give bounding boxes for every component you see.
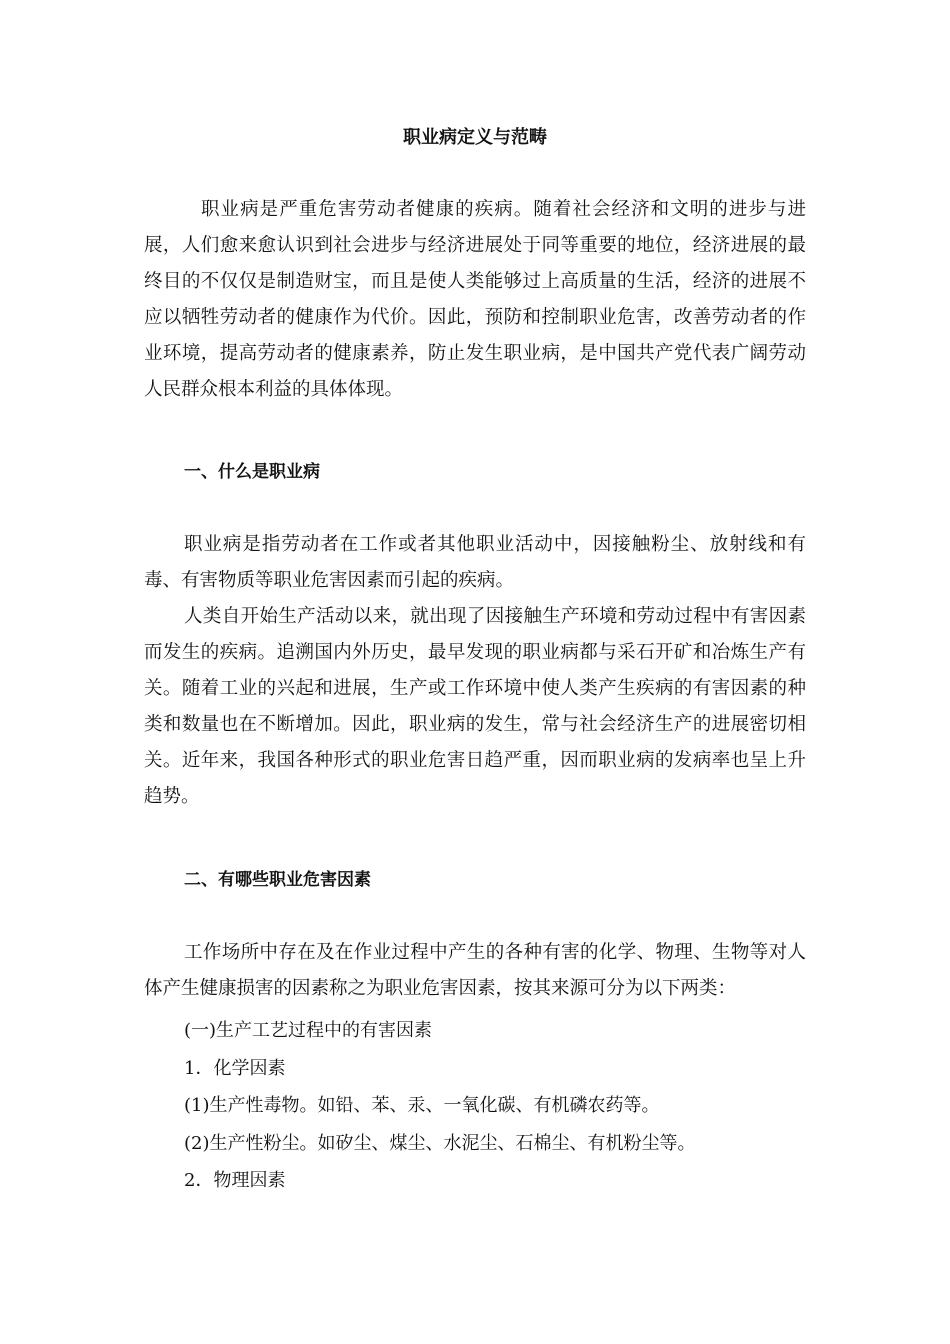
list-item: 2．物理因素 (184, 1170, 286, 1191)
section2-paragraph-intro: 工作场所中存在及在作业过程中产生的各种有害的化学、物理、生物等对人体产生健康损害的因素称之为职业危害因素，按其来源可分为以下两类： (144, 942, 806, 999)
section1-paragraph-definition: 职业病是指劳动者在工作或者其他职业活动中，因接触粉尘、放射线和有毒、有害物质等职业危害因素而引起的疾病。 (144, 534, 806, 591)
section-heading-what-is-occupational-disease: 一、什么是职业病 (184, 462, 320, 482)
list-item: (2)生产性粉尘。如矽尘、煤尘、水泥尘、石棉尘、有机粉尘等。 (184, 1133, 696, 1154)
list-item: (一)生产工艺过程中的有害因素 (184, 1020, 433, 1041)
section1-paragraph-history: 人类自开始生产活动以来，就出现了因接触生产环境和劳动过程中有害因素而发生的疾病。追溯国内外历史，最早发现的职业病都与采石开矿和冶炼生产有关。随着工业的兴起和进展，生产或工作环境中使人类产生疾病的有害因素的种类和数量也在不断增加。因此，职业病的发生，常与社会经济生产的进展密切相关。近年来，我国各种形式的职业危害日趋严重，因而职业病的发病率也呈上升趋势。 (144, 606, 806, 807)
list-item: 1．化学因素 (184, 1058, 286, 1079)
intro-paragraph: 职业病是严重危害劳动者健康的疾病。随着社会经济和文明的进步与进展，人们愈来愈认识到社会进步与经济进展处于同等重要的地位，经济进展的最终目的不仅仅是制造财宝，而且是使人类能够过上高质量的生活，经济的进展不应以牺牲劳动者的健康作为代价。因此，预防和控制职业危害，改善劳动者的作业环境，提高劳动者的健康素养，防止发生职业病，是中国共产党代表广阔劳动人民群众根本利益的具体体现。 (144, 199, 806, 400)
section-heading-hazard-factors: 二、有哪些职业危害因素 (184, 870, 371, 890)
document-title: 职业病定义与范畴 (403, 127, 547, 148)
list-item: (1)生产性毒物。如铅、苯、汞、一氧化碳、有机磷农药等。 (184, 1095, 660, 1116)
